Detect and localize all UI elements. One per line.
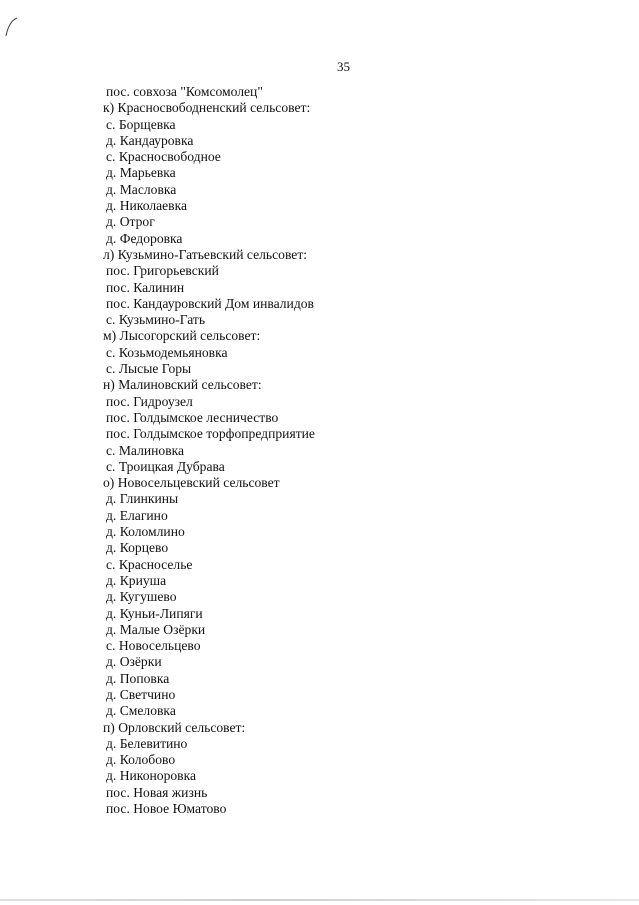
settlement-list bbox=[103, 84, 626, 817]
list-item: с. Лысые Горы bbox=[106, 361, 192, 377]
list-item: д. Никоноровка bbox=[106, 768, 197, 784]
list-item: д. Поповка bbox=[106, 670, 170, 686]
section-heading: о) Новосельцевский сельсовет bbox=[103, 475, 280, 491]
list-item: с. Троицкая Дубрава bbox=[106, 458, 225, 474]
list-item: д. Кугушево bbox=[106, 589, 177, 605]
scan-edge-divider bbox=[0, 899, 639, 901]
list-item: пос. Голдымское лесничество bbox=[106, 409, 279, 425]
list-item: д. Озёрки bbox=[106, 654, 162, 670]
list-item: с. Козьмодемьяновка bbox=[106, 344, 228, 360]
list-item: д. Коломлино bbox=[106, 524, 185, 540]
list-item: д. Светчино bbox=[106, 686, 176, 702]
list-item: д. Белевитино bbox=[106, 735, 188, 751]
list-item: пос. Калинин bbox=[106, 279, 185, 295]
section-heading: н) Малиновский сельсовет: bbox=[103, 377, 262, 393]
section-heading: п) Орловский сельсовет: bbox=[103, 719, 246, 735]
list-item: д. Николаевка bbox=[106, 198, 188, 214]
list-item: с. Борщевка bbox=[106, 116, 176, 132]
list-item: с. Красноселье bbox=[106, 556, 193, 572]
list-item: д. Криуша bbox=[106, 572, 167, 588]
list-item: д. Масловка bbox=[106, 181, 177, 197]
list-item: д. Елагино bbox=[106, 507, 168, 523]
list-item: д. Смеловка bbox=[106, 703, 176, 719]
list-item: пос. Григорьевский bbox=[106, 263, 219, 279]
list-item: пос. Новая жизнь bbox=[106, 784, 208, 800]
list-item: д. Федоровка bbox=[106, 230, 183, 246]
list-item: д. Марьевка bbox=[106, 165, 176, 181]
section-heading: к) Краснoсвободненский сельсовет: bbox=[103, 100, 311, 116]
section-heading: л) Кузьмино-Гатьевский сельсовет: bbox=[103, 246, 308, 262]
section-heading: м) Лысогорский сельсовет: bbox=[103, 328, 261, 344]
list-item: с. Красносвободное bbox=[106, 149, 221, 165]
list-item: д. Малые Озёрки bbox=[106, 621, 206, 637]
list-item: с. Малиновка bbox=[106, 442, 185, 458]
list-item: д. Отрог bbox=[106, 214, 155, 230]
list-item: пос. Новое Юматово bbox=[106, 801, 227, 817]
list-item: пос. Кандауровский Дом инвалидов bbox=[106, 295, 314, 311]
list-item: д. Куньи-Липяги bbox=[106, 605, 203, 621]
scan-mark-icon bbox=[4, 16, 18, 38]
list-item: д. Колобово bbox=[106, 752, 176, 768]
list-item: д. Глинкины bbox=[106, 491, 179, 507]
list-item: с. Новосельцево bbox=[106, 638, 201, 654]
list-item: пос. Голдымское торфопредприятие bbox=[106, 426, 315, 442]
list-item: пос. Гидроузел bbox=[106, 393, 193, 409]
list-item: д. Корцево bbox=[106, 540, 169, 556]
page-number: 35 bbox=[337, 59, 350, 74]
list-item: с. Кузьмино-Гать bbox=[106, 312, 206, 328]
list-item: пос. совхоза "Комсомолец" bbox=[106, 84, 263, 99]
list-item: д. Кандауровка bbox=[106, 132, 194, 148]
